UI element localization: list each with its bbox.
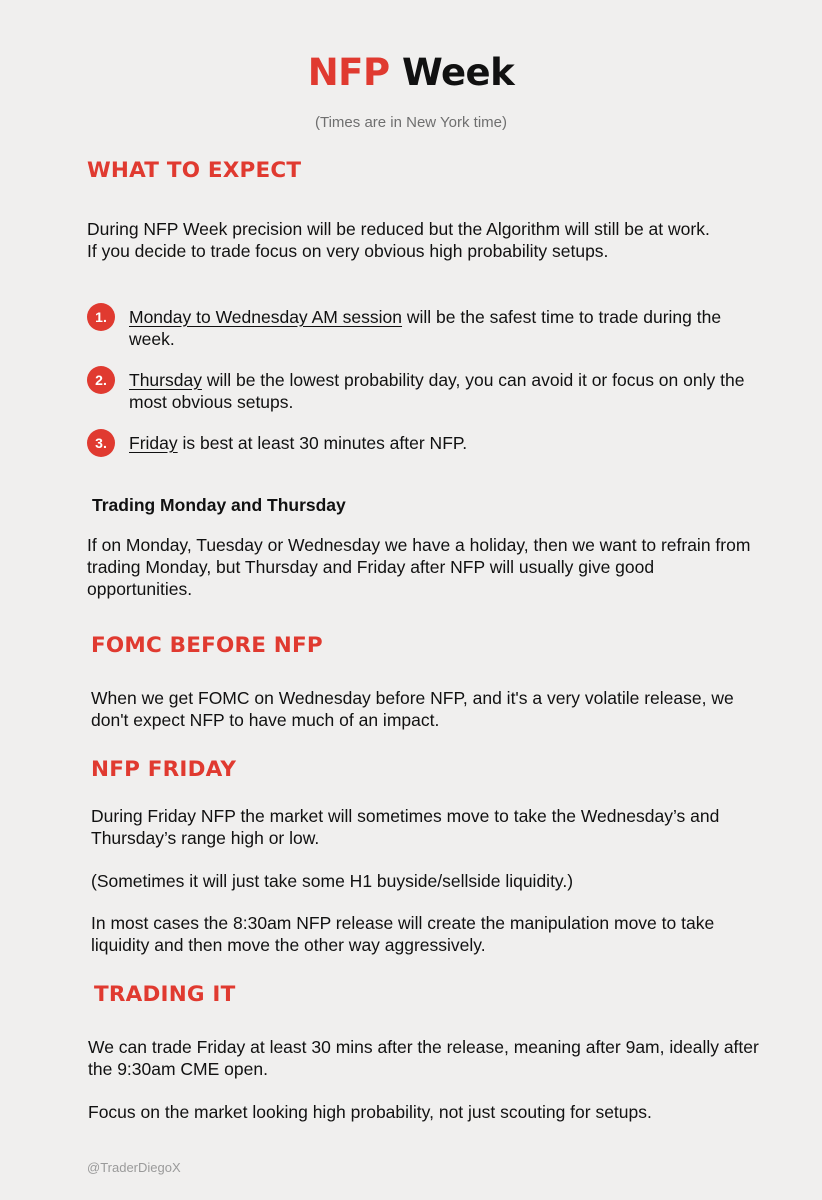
subtitle: (Times are in New York time) xyxy=(315,114,507,131)
heading-nfp-friday: NFP FRIDAY xyxy=(91,757,237,782)
number-badge-2: 2. xyxy=(87,366,115,394)
list-item-1-text xyxy=(129,306,749,350)
heading-trading-it: TRADING IT xyxy=(94,982,236,1007)
list-item-3-rest: is best at least 30 minutes after NFP. xyxy=(177,433,468,453)
title-rest: Week xyxy=(401,51,515,94)
list-item-2-underlined: Thursday xyxy=(129,370,202,390)
list-item-1-underlined: Monday to Wednesday AM session xyxy=(129,307,403,327)
nfp-friday-p2: (Sometimes it will just take some H1 buyside/sellside liquidity.) xyxy=(91,871,574,891)
number-badge-1: 1. xyxy=(87,303,115,331)
number-badge-3: 3. xyxy=(87,429,115,457)
footer-handle: @TraderDiegoX xyxy=(87,1160,181,1175)
page-title xyxy=(0,50,822,96)
nfp-friday-p1: During Friday NFP the market will sometimes move to take the Wednesday’s and Thursday’s range high or low. xyxy=(91,806,720,848)
trading-monday-thursday-body: If on Monday, Tuesday or Wednesday we have a holiday, then we want to refrain from trading Monday, but Thursday and Friday after NFP will usually give good opportunities. xyxy=(87,535,751,599)
list-item-1-rest: will be the safest time to trade during the week. xyxy=(129,307,722,349)
trading-it-p2: Focus on the market looking high probability, not just scouting for setups. xyxy=(88,1102,652,1122)
list-item-3-underlined: Friday xyxy=(129,433,178,453)
list-item-1 xyxy=(87,303,747,353)
subheading-trading-monday-thursday: Trading Monday and Thursday xyxy=(92,495,346,515)
nfp-friday-p3: In most cases the 8:30am NFP release will create the manipulation move to take liquidity and then move the other way aggressively. xyxy=(91,913,715,955)
trading-it-p1: We can trade Friday at least 30 mins after the release, meaning after 9am, ideally after the 9:30am CME open. xyxy=(88,1037,759,1079)
heading-what-to-expect: WHAT TO EXPECT xyxy=(87,158,302,183)
what-to-expect-intro xyxy=(87,218,787,262)
list-item-2 xyxy=(87,366,747,416)
intro-line-2: If you decide to trade focus on very obvious high probability setups. xyxy=(87,241,609,261)
list-item-3 xyxy=(87,429,747,461)
list-item-3-text xyxy=(129,432,749,454)
intro-line-1: During NFP Week precision will be reduced but the Algorithm will still be at work. xyxy=(87,219,710,239)
list-item-2-text xyxy=(129,369,749,413)
heading-fomc-before-nfp: FOMC BEFORE NFP xyxy=(91,633,323,658)
fomc-body: When we get FOMC on Wednesday before NFP, and it's a very volatile release, we don't expect NFP to have much of an impact. xyxy=(91,688,734,730)
title-accent: NFP xyxy=(307,51,390,94)
list-item-2-rest: will be the lowest probability day, you can avoid it or focus on only the most obvious setups. xyxy=(129,370,745,412)
